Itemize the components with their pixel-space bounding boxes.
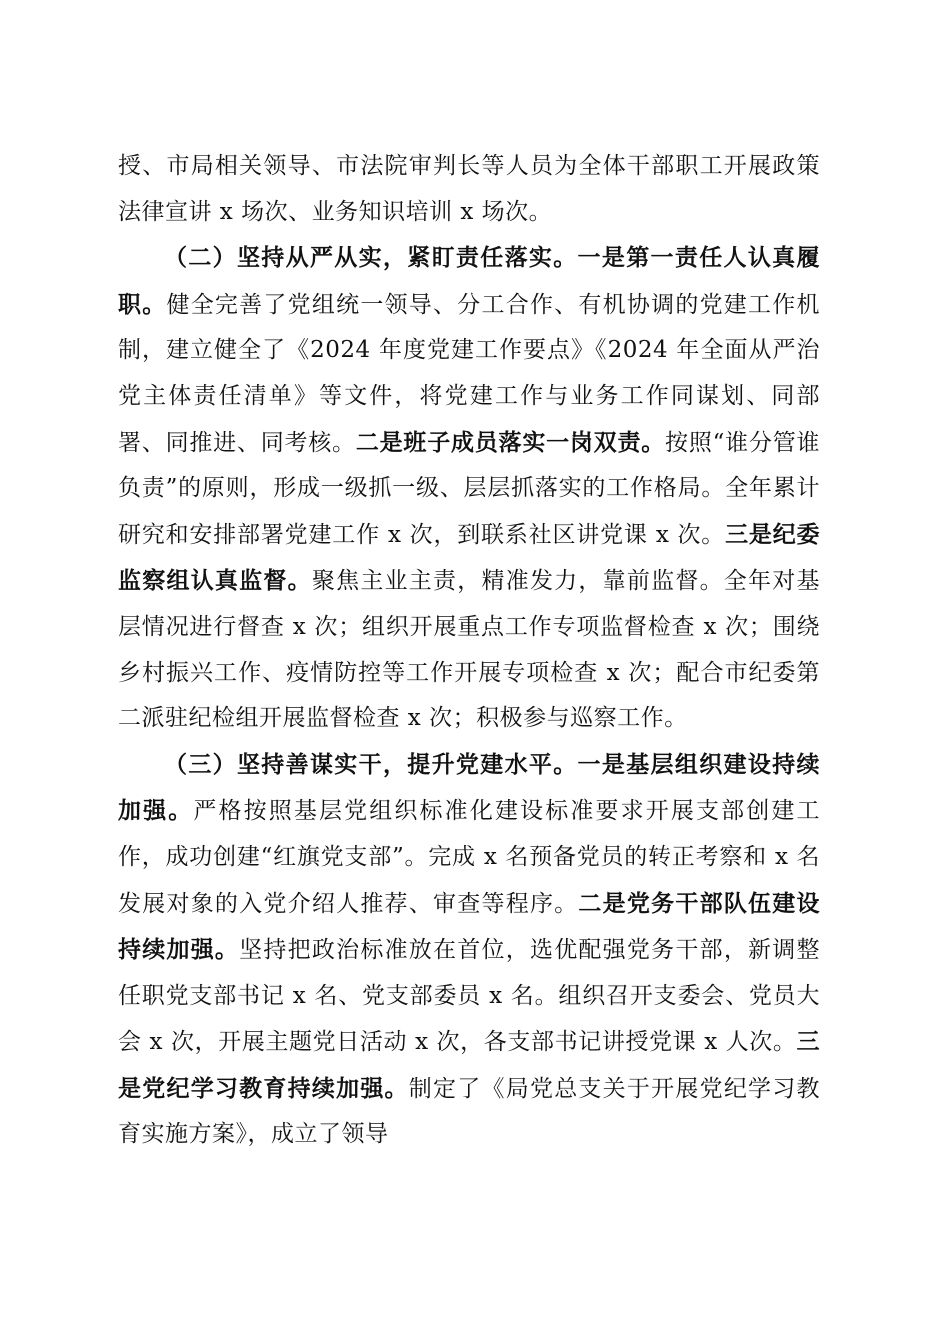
text-run: 授、市局相关领导、市法院审判长等人员为全体干部职工开展政策法律宣讲 x 场次、业务知识培训 x 场次。 bbox=[118, 153, 820, 225]
text-run: 严格按照基层党组织标准化建设标准要求开展支部创建工作，成功创建“红旗党支部”。完成 x 名预备党员的转正考察和 x 名发展对象的入党介绍人推荐、审查等程序。 bbox=[118, 798, 821, 917]
paragraph-1-continuation bbox=[118, 144, 820, 235]
text-run: 聚焦主业主责，精准发力，靠前监督。全年对基层情况进行督查 x 次；组织开展重点工作专项监督检查 x 次；围绕乡村振兴工作、疫情防控等工作开展专项检查 x 次；配合市纪委第二派驻纪检组开展监督检查 x 次；积极参与巡察工作。 bbox=[118, 568, 821, 732]
bold-subheading: 三是党纪学习教育持续加强。 bbox=[118, 1028, 820, 1102]
bold-subheading: 二是班子成员落实一岗双责。 bbox=[355, 428, 666, 456]
section-heading-3: （三）坚持善谋实干，提升党建水平。一是基层组织建设持续加强。 bbox=[118, 750, 820, 825]
text-run: 制定了《局党总支关于开展党纪学习教育实施方案》，成立了领导 bbox=[118, 1075, 821, 1148]
section-heading-2: （二）坚持从严从实，紧盯责任落实。一是第一责任人认真履职。 bbox=[118, 244, 820, 318]
paragraph-2-responsibility bbox=[118, 235, 820, 742]
paragraph-3-party-building bbox=[118, 742, 820, 1158]
document-body bbox=[118, 144, 820, 1158]
text-run: 健全完善了党组统一领导、分工合作、有机协调的党建工作机制，建立健全了《2024 年度党建工作要点》《2024 年全面从严治党主体责任清单》等文件，将党建工作与业务工作同谋划、同部署、同推进、同考核。 bbox=[118, 291, 821, 456]
bold-subheading: 三是纪委监察组认真监督。 bbox=[118, 520, 821, 595]
bold-subheading: 二是党务干部队伍建设持续加强。 bbox=[118, 889, 821, 964]
text-run: 坚持把政治标准放在首位，选优配强党务干部，新调整任职党支部书记 x 名、党支部委员 x 名。组织召开支委会、党员大会 x 次，开展主题党日活动 x 次，各支部书记讲授党课 x 人次。 bbox=[118, 937, 821, 1056]
text-run: 按照“谁分管谁负责”的原则，形成一级抓一级、层层抓落实的工作格局。全年累计研究和安排部署党建工作 x 次，到联系社区讲党课 x 次。 bbox=[118, 429, 821, 548]
